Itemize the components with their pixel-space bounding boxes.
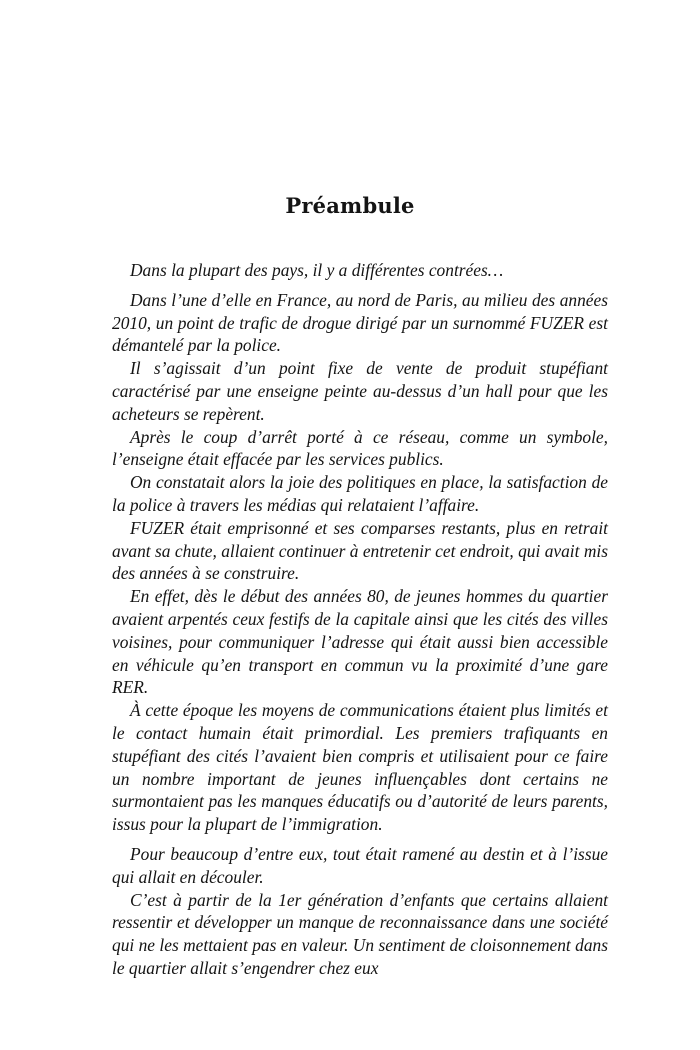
paragraph-9: Pour beaucoup d’entre eux, tout était ramené au destin et à l’issue qui allait en découler. [112, 843, 608, 887]
paragraph-6: FUZER était emprisonné et ses comparses restants, plus en retrait avant sa chute, allaient continuer à entretenir cet endroit, qui avait mis des années à se construire. [112, 517, 608, 584]
paragraph-3: Il s’agissait d’un point fixe de vente de produit stupéfiant caractérisé par une enseigne peinte au-dessus d’un hall pour que les acheteurs se repèrent. [112, 358, 608, 424]
paragraph-7: En effet, dès le début des années 80, de jeunes hommes du quartier avaient arpentés ceux festifs de la capitale ainsi que les cités des villes voisines, pour communiquer l’adresse qui était aussi bien accessible en véhicule qu’en transport en commun vu la proximité d’une gare RER. [112, 586, 608, 698]
paragraph-4: Après le coup d’arrêt porté à ce réseau, comme un symbole, l’enseigne était effacée par les services publics. [112, 426, 608, 470]
paragraph-1: Dans la plupart des pays, il y a différentes contrées… [130, 260, 504, 280]
body-text [112, 259, 608, 980]
paragraph-8: À cette époque les moyens de communications étaient plus limités et le contact humain était primordial. Les premiers trafiquants en stupéfiant des cités l’avaient bien compris et utilisaient pour ce faire un nombre important de jeunes influençables dont certains ne surmontaient pas les manques éducatifs ou d’autorité de leurs parents, issus pour la plupart de l’immigration. [112, 700, 608, 835]
paragraph-10: C’est à partir de la 1er génération d’enfants que certains allaient ressentir et développer un manque de reconnaissance dans une société qui ne les mettaient pas en valeur. Un sentiment de cloisonnement dans le quartier allait s’engendrer chez eux [112, 889, 608, 978]
page-title: Préambule [285, 193, 415, 218]
paragraph-5: On constatait alors la joie des politiques en place, la satisfaction de la police à travers les médias qui relataient l’affaire. [112, 472, 608, 515]
paragraph-2: Dans l’une d’elle en France, au nord de Paris, au milieu des années 2010, un point de trafic de drogue dirigé par un surnommé FUZER est démantelé par la police. [112, 289, 608, 356]
